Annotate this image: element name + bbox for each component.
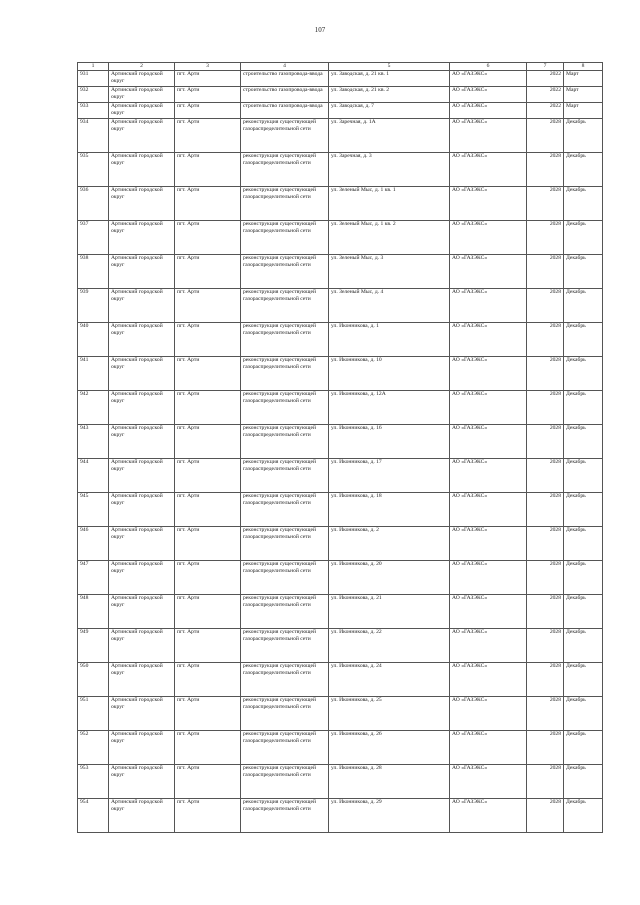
- row-number-cell: 932: [78, 87, 109, 103]
- work-type-cell: реконструкция существующей газораспределительной сети: [241, 425, 329, 459]
- year-cell: 2028: [527, 731, 564, 765]
- district-cell: Артинский городской округ: [109, 153, 175, 187]
- work-type-cell: реконструкция существующей газораспределительной сети: [241, 595, 329, 629]
- settlement-cell: пгт. Арти: [175, 731, 241, 765]
- address-cell: ул. Иконникова, д. 10: [329, 357, 450, 391]
- work-type-cell: реконструкция существующей газораспределительной сети: [241, 527, 329, 561]
- column-number: 1: [78, 63, 109, 71]
- work-type-cell: строительство газопровода-ввода: [241, 71, 329, 87]
- address-cell: ул. Иконникова, д. 25: [329, 697, 450, 731]
- column-number: 6: [450, 63, 527, 71]
- work-type-cell: реконструкция существующей газораспределительной сети: [241, 663, 329, 697]
- table-row: [78, 561, 603, 595]
- address-cell: ул. Зеленый Мыс, д. 1 кв. 1: [329, 187, 450, 221]
- row-number-cell: 943: [78, 425, 109, 459]
- year-cell: 2028: [527, 187, 564, 221]
- month-cell: Декабрь: [564, 221, 603, 255]
- district-cell: Артинский городской округ: [109, 459, 175, 493]
- district-cell: Артинский городской округ: [109, 697, 175, 731]
- settlement-cell: пгт. Арти: [175, 459, 241, 493]
- row-number-cell: 944: [78, 459, 109, 493]
- column-number: 5: [329, 63, 450, 71]
- table-row: [78, 221, 603, 255]
- year-cell: 2022: [527, 87, 564, 103]
- district-cell: Артинский городской округ: [109, 119, 175, 153]
- month-cell: Декабрь: [564, 697, 603, 731]
- year-cell: 2028: [527, 289, 564, 323]
- settlement-cell: пгт. Арти: [175, 187, 241, 221]
- table-row: [78, 71, 603, 87]
- work-type-cell: реконструкция существующей газораспределительной сети: [241, 629, 329, 663]
- row-number-cell: 948: [78, 595, 109, 629]
- year-cell: 2028: [527, 799, 564, 833]
- address-cell: ул. Иконникова, д. 24: [329, 663, 450, 697]
- address-cell: ул. Иконникова, д. 20: [329, 561, 450, 595]
- month-cell: Декабрь: [564, 357, 603, 391]
- row-number-cell: 954: [78, 799, 109, 833]
- address-cell: ул. Зеленый Мыс, д. 3: [329, 255, 450, 289]
- work-type-cell: реконструкция существующей газораспределительной сети: [241, 561, 329, 595]
- address-cell: ул. Иконникова, д. 16: [329, 425, 450, 459]
- settlement-cell: пгт. Арти: [175, 323, 241, 357]
- work-type-cell: реконструкция существующей газораспределительной сети: [241, 255, 329, 289]
- organization-cell: АО «ГАЗЭКС»: [450, 103, 527, 119]
- organization-cell: АО «ГАЗЭКС»: [450, 391, 527, 425]
- month-cell: Декабрь: [564, 663, 603, 697]
- district-cell: Артинский городской округ: [109, 629, 175, 663]
- page-number: 107: [314, 26, 326, 34]
- address-cell: ул. Зеленый Мыс, д. 1 кв. 2: [329, 221, 450, 255]
- address-cell: ул. Иконникова, д. 18: [329, 493, 450, 527]
- row-number-cell: 936: [78, 187, 109, 221]
- table-header: [78, 63, 603, 71]
- work-type-cell: реконструкция существующей газораспределительной сети: [241, 697, 329, 731]
- organization-cell: АО «ГАЗЭКС»: [450, 527, 527, 561]
- work-type-cell: реконструкция существующей газораспределительной сети: [241, 221, 329, 255]
- row-number-cell: 953: [78, 765, 109, 799]
- row-number-cell: 934: [78, 119, 109, 153]
- organization-cell: АО «ГАЗЭКС»: [450, 799, 527, 833]
- table-row: [78, 357, 603, 391]
- address-cell: ул. Зеленый Мыс, д. 4: [329, 289, 450, 323]
- organization-cell: АО «ГАЗЭКС»: [450, 697, 527, 731]
- month-cell: Декабрь: [564, 425, 603, 459]
- month-cell: Декабрь: [564, 459, 603, 493]
- row-number-cell: 951: [78, 697, 109, 731]
- column-number-row: [78, 63, 603, 71]
- district-cell: Артинский городской округ: [109, 255, 175, 289]
- district-cell: Артинский городской округ: [109, 595, 175, 629]
- work-type-cell: реконструкция существующей газораспределительной сети: [241, 119, 329, 153]
- address-cell: ул. Иконникова, д. 12А: [329, 391, 450, 425]
- district-cell: Артинский городской округ: [109, 527, 175, 561]
- year-cell: 2028: [527, 255, 564, 289]
- column-number: 3: [175, 63, 241, 71]
- row-number-cell: 939: [78, 289, 109, 323]
- month-cell: Декабрь: [564, 527, 603, 561]
- settlement-cell: пгт. Арти: [175, 493, 241, 527]
- settlement-cell: пгт. Арти: [175, 561, 241, 595]
- column-number: 4: [241, 63, 329, 71]
- year-cell: 2028: [527, 493, 564, 527]
- organization-cell: АО «ГАЗЭКС»: [450, 663, 527, 697]
- year-cell: 2028: [527, 595, 564, 629]
- address-cell: ул. Заводская, д. 7: [329, 103, 450, 119]
- table-row: [78, 103, 603, 119]
- organization-cell: АО «ГАЗЭКС»: [450, 765, 527, 799]
- table-row: [78, 391, 603, 425]
- row-number-cell: 937: [78, 221, 109, 255]
- year-cell: 2022: [527, 71, 564, 87]
- row-number-cell: 940: [78, 323, 109, 357]
- settlement-cell: пгт. Арти: [175, 289, 241, 323]
- year-cell: 2028: [527, 221, 564, 255]
- year-cell: 2028: [527, 663, 564, 697]
- year-cell: 2028: [527, 561, 564, 595]
- district-cell: Артинский городской округ: [109, 71, 175, 87]
- row-number-cell: 949: [78, 629, 109, 663]
- district-cell: Артинский городской округ: [109, 493, 175, 527]
- month-cell: Март: [564, 71, 603, 87]
- settlement-cell: пгт. Арти: [175, 71, 241, 87]
- settlement-cell: пгт. Арти: [175, 119, 241, 153]
- row-number-cell: 947: [78, 561, 109, 595]
- settlement-cell: пгт. Арти: [175, 255, 241, 289]
- table-row: [78, 765, 603, 799]
- work-type-cell: реконструкция существующей газораспределительной сети: [241, 493, 329, 527]
- address-cell: ул. Иконникова, д. 29: [329, 799, 450, 833]
- table-body: [78, 71, 603, 833]
- month-cell: Декабрь: [564, 289, 603, 323]
- table-row: [78, 153, 603, 187]
- district-cell: Артинский городской округ: [109, 103, 175, 119]
- row-number-cell: 952: [78, 731, 109, 765]
- district-cell: Артинский городской округ: [109, 357, 175, 391]
- settlement-cell: пгт. Арти: [175, 391, 241, 425]
- settlement-cell: пгт. Арти: [175, 527, 241, 561]
- table-row: [78, 459, 603, 493]
- year-cell: 2028: [527, 697, 564, 731]
- organization-cell: АО «ГАЗЭКС»: [450, 221, 527, 255]
- row-number-cell: 946: [78, 527, 109, 561]
- address-cell: ул. Иконникова, д. 17: [329, 459, 450, 493]
- work-type-cell: реконструкция существующей газораспределительной сети: [241, 153, 329, 187]
- work-type-cell: реконструкция существующей газораспределительной сети: [241, 731, 329, 765]
- row-number-cell: 950: [78, 663, 109, 697]
- organization-cell: АО «ГАЗЭКС»: [450, 357, 527, 391]
- district-cell: Артинский городской округ: [109, 391, 175, 425]
- address-cell: ул. Заречная, д. 3: [329, 153, 450, 187]
- column-number: 2: [109, 63, 175, 71]
- year-cell: 2028: [527, 153, 564, 187]
- district-cell: Артинский городской округ: [109, 187, 175, 221]
- table-row: [78, 595, 603, 629]
- district-cell: Артинский городской округ: [109, 323, 175, 357]
- table-row: [78, 87, 603, 103]
- month-cell: Декабрь: [564, 731, 603, 765]
- organization-cell: АО «ГАЗЭКС»: [450, 87, 527, 103]
- organization-cell: АО «ГАЗЭКС»: [450, 255, 527, 289]
- table-row: [78, 527, 603, 561]
- organization-cell: АО «ГАЗЭКС»: [450, 425, 527, 459]
- address-cell: ул. Заводская, д. 21 кв. 2: [329, 87, 450, 103]
- column-number: 8: [564, 63, 603, 71]
- district-cell: Артинский городской округ: [109, 663, 175, 697]
- table-row: [78, 697, 603, 731]
- settlement-cell: пгт. Арти: [175, 765, 241, 799]
- work-type-cell: реконструкция существующей газораспределительной сети: [241, 459, 329, 493]
- table-row: [78, 425, 603, 459]
- year-cell: 2028: [527, 459, 564, 493]
- address-cell: ул. Иконникова, д. 21: [329, 595, 450, 629]
- month-cell: Декабрь: [564, 493, 603, 527]
- address-cell: ул. Иконникова, д. 26: [329, 731, 450, 765]
- work-type-cell: реконструкция существующей газораспределительной сети: [241, 765, 329, 799]
- row-number-cell: 941: [78, 357, 109, 391]
- work-type-cell: реконструкция существующей газораспределительной сети: [241, 391, 329, 425]
- year-cell: 2028: [527, 527, 564, 561]
- table-row: [78, 323, 603, 357]
- month-cell: Март: [564, 103, 603, 119]
- settlement-cell: пгт. Арти: [175, 357, 241, 391]
- month-cell: Декабрь: [564, 561, 603, 595]
- table-row: [78, 799, 603, 833]
- district-cell: Артинский городской округ: [109, 221, 175, 255]
- row-number-cell: 933: [78, 103, 109, 119]
- settlement-cell: пгт. Арти: [175, 221, 241, 255]
- organization-cell: АО «ГАЗЭКС»: [450, 459, 527, 493]
- column-number: 7: [527, 63, 564, 71]
- month-cell: Декабрь: [564, 629, 603, 663]
- address-cell: ул. Иконникова, д. 1: [329, 323, 450, 357]
- settlement-cell: пгт. Арти: [175, 663, 241, 697]
- work-type-cell: реконструкция существующей газораспределительной сети: [241, 289, 329, 323]
- district-cell: Артинский городской округ: [109, 425, 175, 459]
- district-cell: Артинский городской округ: [109, 799, 175, 833]
- organization-cell: АО «ГАЗЭКС»: [450, 629, 527, 663]
- district-cell: Артинский городской округ: [109, 87, 175, 103]
- address-cell: ул. Иконникова, д. 2: [329, 527, 450, 561]
- address-cell: ул. Заречная, д. 1А: [329, 119, 450, 153]
- table-row: [78, 731, 603, 765]
- organization-cell: АО «ГАЗЭКС»: [450, 71, 527, 87]
- month-cell: Декабрь: [564, 391, 603, 425]
- settlement-cell: пгт. Арти: [175, 153, 241, 187]
- settlement-cell: пгт. Арти: [175, 629, 241, 663]
- row-number-cell: 942: [78, 391, 109, 425]
- row-number-cell: 935: [78, 153, 109, 187]
- year-cell: 2028: [527, 629, 564, 663]
- organization-cell: АО «ГАЗЭКС»: [450, 731, 527, 765]
- address-cell: ул. Заводская, д. 21 кв. 1: [329, 71, 450, 87]
- month-cell: Декабрь: [564, 153, 603, 187]
- organization-cell: АО «ГАЗЭКС»: [450, 561, 527, 595]
- table-row: [78, 493, 603, 527]
- address-cell: ул. Иконникова, д. 28: [329, 765, 450, 799]
- district-cell: Артинский городской округ: [109, 289, 175, 323]
- organization-cell: АО «ГАЗЭКС»: [450, 493, 527, 527]
- settlement-cell: пгт. Арти: [175, 425, 241, 459]
- table-row: [78, 629, 603, 663]
- settlement-cell: пгт. Арти: [175, 87, 241, 103]
- year-cell: 2028: [527, 119, 564, 153]
- district-cell: Артинский городской округ: [109, 731, 175, 765]
- month-cell: Декабрь: [564, 323, 603, 357]
- table-row: [78, 663, 603, 697]
- row-number-cell: 931: [78, 71, 109, 87]
- table-row: [78, 119, 603, 153]
- year-cell: 2028: [527, 765, 564, 799]
- month-cell: Декабрь: [564, 119, 603, 153]
- work-type-cell: строительство газопровода-ввода: [241, 87, 329, 103]
- month-cell: Декабрь: [564, 187, 603, 221]
- year-cell: 2028: [527, 357, 564, 391]
- month-cell: Декабрь: [564, 595, 603, 629]
- year-cell: 2028: [527, 323, 564, 357]
- year-cell: 2022: [527, 103, 564, 119]
- table-row: [78, 255, 603, 289]
- row-number-cell: 938: [78, 255, 109, 289]
- settlement-cell: пгт. Арти: [175, 103, 241, 119]
- work-type-cell: строительство газопровода-ввода: [241, 103, 329, 119]
- organization-cell: АО «ГАЗЭКС»: [450, 289, 527, 323]
- district-cell: Артинский городской округ: [109, 765, 175, 799]
- organization-cell: АО «ГАЗЭКС»: [450, 119, 527, 153]
- month-cell: Декабрь: [564, 765, 603, 799]
- work-type-cell: реконструкция существующей газораспределительной сети: [241, 187, 329, 221]
- work-type-cell: реконструкция существующей газораспределительной сети: [241, 799, 329, 833]
- settlement-cell: пгт. Арти: [175, 697, 241, 731]
- row-number-cell: 945: [78, 493, 109, 527]
- organization-cell: АО «ГАЗЭКС»: [450, 323, 527, 357]
- address-cell: ул. Иконникова, д. 22: [329, 629, 450, 663]
- organization-cell: АО «ГАЗЭКС»: [450, 595, 527, 629]
- organization-cell: АО «ГАЗЭКС»: [450, 187, 527, 221]
- table-row: [78, 289, 603, 323]
- month-cell: Март: [564, 87, 603, 103]
- year-cell: 2028: [527, 425, 564, 459]
- organization-cell: АО «ГАЗЭКС»: [450, 153, 527, 187]
- work-type-cell: реконструкция существующей газораспределительной сети: [241, 357, 329, 391]
- registry-table: [77, 62, 603, 833]
- year-cell: 2028: [527, 391, 564, 425]
- settlement-cell: пгт. Арти: [175, 595, 241, 629]
- table-row: [78, 187, 603, 221]
- month-cell: Декабрь: [564, 799, 603, 833]
- district-cell: Артинский городской округ: [109, 561, 175, 595]
- month-cell: Декабрь: [564, 255, 603, 289]
- work-type-cell: реконструкция существующей газораспределительной сети: [241, 323, 329, 357]
- settlement-cell: пгт. Арти: [175, 799, 241, 833]
